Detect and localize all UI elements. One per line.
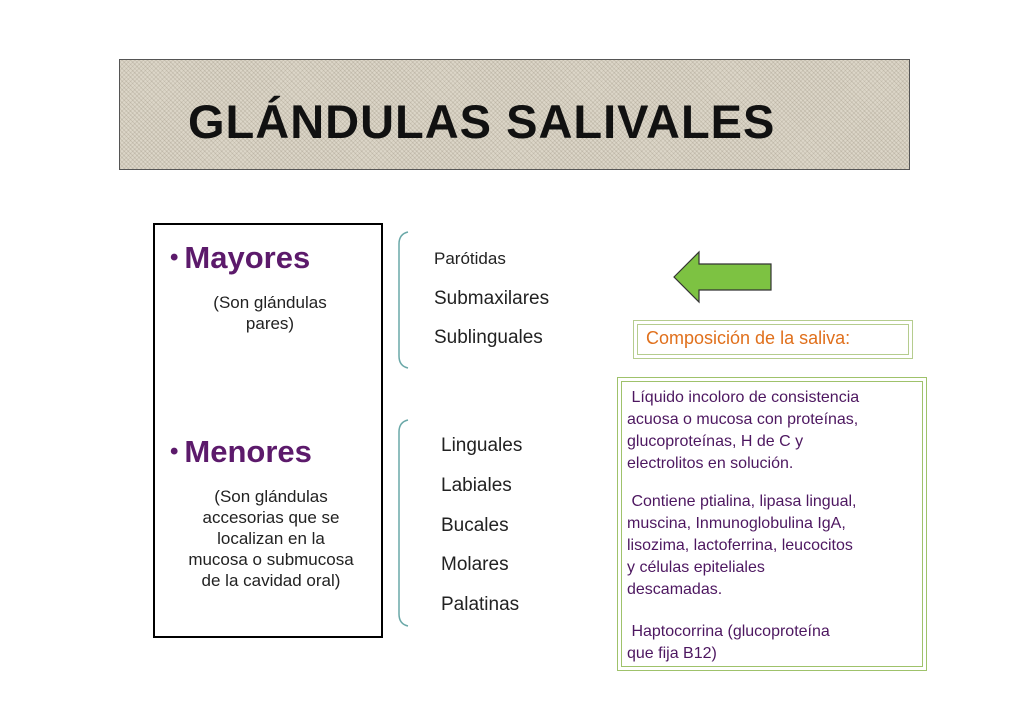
composition-paragraph — [627, 491, 927, 601]
text-line: acuosa o mucosa con proteínas, — [627, 411, 859, 428]
list-item: Sublinguales — [434, 327, 543, 348]
title-banner — [119, 59, 910, 170]
curly-brace-icon — [396, 230, 410, 370]
text-line: descamadas. — [627, 581, 723, 598]
text-line: electrolitos en solución. — [627, 455, 794, 472]
list-item: Molares — [441, 554, 509, 575]
list-item: Labiales — [441, 475, 512, 496]
note-line: (Son glándulas — [213, 293, 327, 312]
list-item: Bucales — [441, 515, 509, 536]
composition-paragraph — [627, 387, 927, 475]
composition-description-box — [617, 377, 927, 671]
list-item: Linguales — [441, 435, 523, 456]
bullet-icon: • — [170, 438, 179, 465]
list-item: Parótidas — [434, 249, 506, 268]
list-item: Submaxilares — [434, 288, 550, 309]
composition-paragraph — [627, 621, 927, 665]
text-line: muscina, Inmunoglobulina IgA, — [627, 515, 846, 532]
note-line: pares) — [245, 314, 295, 333]
menores-note — [166, 486, 376, 591]
left-arrow-icon — [672, 250, 774, 304]
note-line: (Son glándulas — [214, 487, 328, 506]
list-item: Palatinas — [441, 594, 520, 615]
mayores-note — [190, 292, 350, 334]
bullet-icon: • — [170, 244, 179, 271]
text-line: glucoproteínas, H de C y — [627, 433, 804, 450]
category-mayores-label: Mayores — [184, 240, 311, 275]
composition-label-box — [633, 320, 913, 359]
text-line: y células epiteliales — [627, 559, 765, 576]
note-line: de la cavidad oral) — [201, 571, 341, 590]
text-line: que fija B12) — [627, 645, 717, 662]
note-line: accesorias que se — [202, 508, 340, 527]
text-line: lisozima, lactoferrina, leucocitos — [627, 537, 853, 554]
category-menores-label: Menores — [184, 434, 312, 469]
note-line: localizan en la — [217, 529, 325, 548]
page-title: GLÁNDULAS SALIVALES — [188, 95, 776, 148]
category-menores — [170, 434, 312, 470]
composition-label: Composición de la saliva: — [637, 324, 909, 355]
category-mayores — [170, 240, 310, 276]
text-line: Haptocorrina (glucoproteína — [627, 623, 830, 640]
text-line: Contiene ptialina, lipasa lingual, — [627, 493, 857, 510]
text-line: Líquido incoloro de consistencia — [627, 389, 860, 406]
curly-brace-icon — [396, 418, 410, 628]
note-line: mucosa o submucosa — [188, 550, 354, 569]
